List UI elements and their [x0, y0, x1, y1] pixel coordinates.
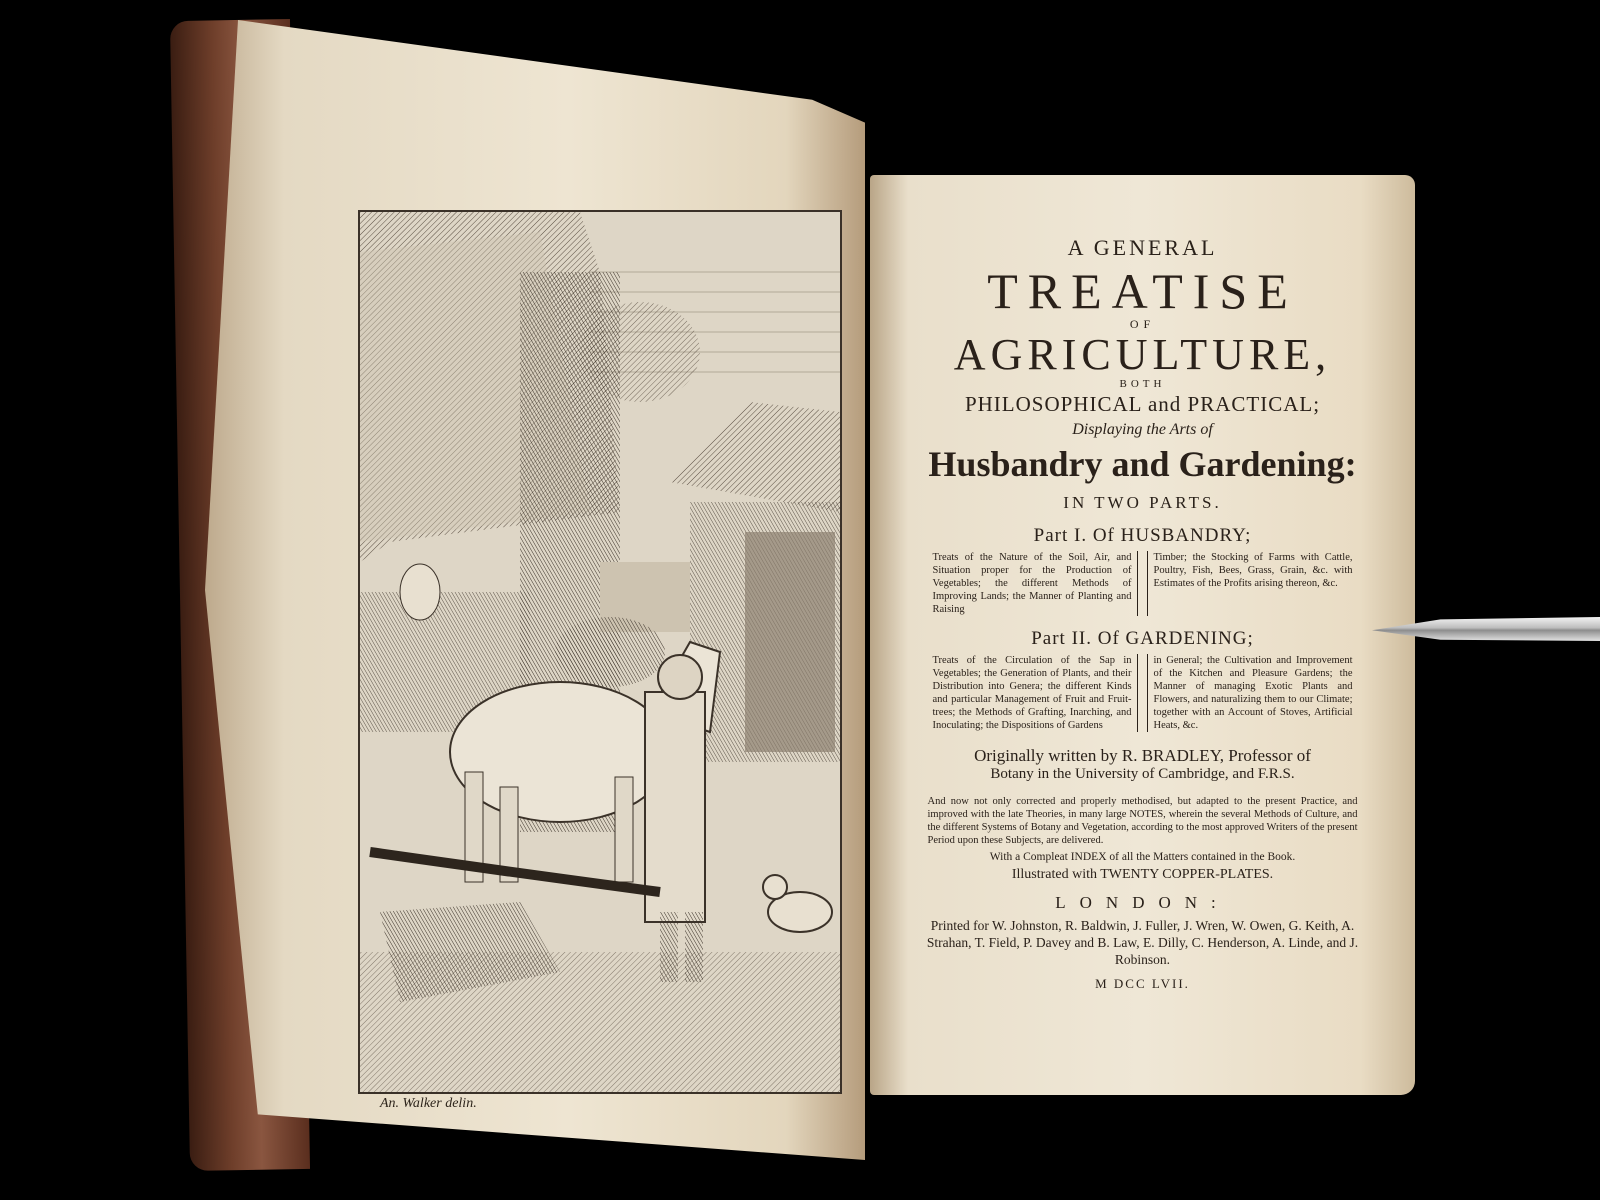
farm-scene-illustration: [360, 212, 840, 1092]
column-divider: [1137, 654, 1149, 732]
author-line: Originally written by R. BRADLEY, Professor of: [974, 746, 1311, 765]
column-divider: [1137, 551, 1149, 616]
editorial-note: And now not only corrected and properly methodised, but adapted to the present Practice, and improved with the late Theories, in many large NOTES, wherein the several Methods of Culture, and the different Systems of Botany and Vegetation, according to the most approved Writers of the present Period upon these Subjects, are delivered.: [927, 796, 1358, 846]
engraver-caption: An. Walker delin.: [380, 1096, 477, 1111]
part-two-col-left: Treats of the Circulation of the Sap in Vegetables; the Generation of Plants, and their Distribution into Genera; the different Kinds and particular Management of Fruit and Fruit-trees; the Methods of Grafting, Inarching, and Inoculating; the Dispositions of Gardens: [932, 655, 1132, 731]
part-two-heading: Part II. Of GARDENING;: [1031, 628, 1254, 649]
imprint-city: LONDON:: [1055, 893, 1230, 912]
publication-date: M DCC LVII.: [1095, 976, 1190, 991]
part-one-heading: Part I. Of HUSBANDRY;: [1033, 525, 1252, 546]
title-page-text: [875, 235, 1410, 992]
title-line-displaying: Displaying the Arts of: [1072, 421, 1213, 438]
title-line-two-parts: IN TWO PARTS.: [1063, 493, 1222, 512]
title-line-both: BOTH: [1119, 378, 1166, 390]
part-one-columns: [933, 551, 1353, 616]
title-line-general: A GENERAL: [1067, 235, 1218, 260]
part-two-col-right: in General; the Cultivation and Improvement of the Kitchen and Pleasure Gardens; the Manner of managing Exotic Plants and Flowers, and naturalizing them to our Climate; together with an Account of Stoves, Artificial Heats, &c.: [1153, 655, 1353, 731]
title-line-of: OF: [1129, 317, 1156, 331]
part-one-col-left: Treats of the Nature of the Soil, Air, and Situation proper for the Production of Vegetables; the different Methods of Improving Lands; the Manner of Planting and Raising: [932, 552, 1132, 615]
title-line-treatise: TREATISE: [987, 263, 1298, 319]
title-line-husbandry-gardening: Husbandry and Gardening:: [928, 444, 1357, 484]
frontispiece-engraving: [358, 210, 842, 1094]
title-line-philosophical: PHILOSOPHICAL and PRACTICAL;: [964, 392, 1321, 416]
illustrated-line: Illustrated with TWENTY COPPER-PLATES.: [1011, 867, 1274, 882]
title-line-agriculture: AGRICULTURE,: [953, 330, 1332, 379]
part-one-col-right: Timber; the Stocking of Farms with Cattle, Poultry, Fish, Bees, Grass, Grain, &c. with Estimates of the Profits arising thereon, &c.: [1153, 552, 1353, 589]
index-line: With a Compleat INDEX of all the Matters contained in the Book.: [989, 851, 1296, 863]
author-affiliation: Botany in the University of Cambridge, and F.R.S.: [990, 766, 1295, 782]
printers-list: Printed for W. Johnston, R. Baldwin, J. Fuller, J. Wren, W. Owen, G. Keith, A. Strahan, T. Field, P. Davey and B. Law, E. Dilly, C. Henderson, A. Linde, and J. Robinson.: [926, 918, 1359, 967]
part-two-columns: [933, 654, 1353, 732]
